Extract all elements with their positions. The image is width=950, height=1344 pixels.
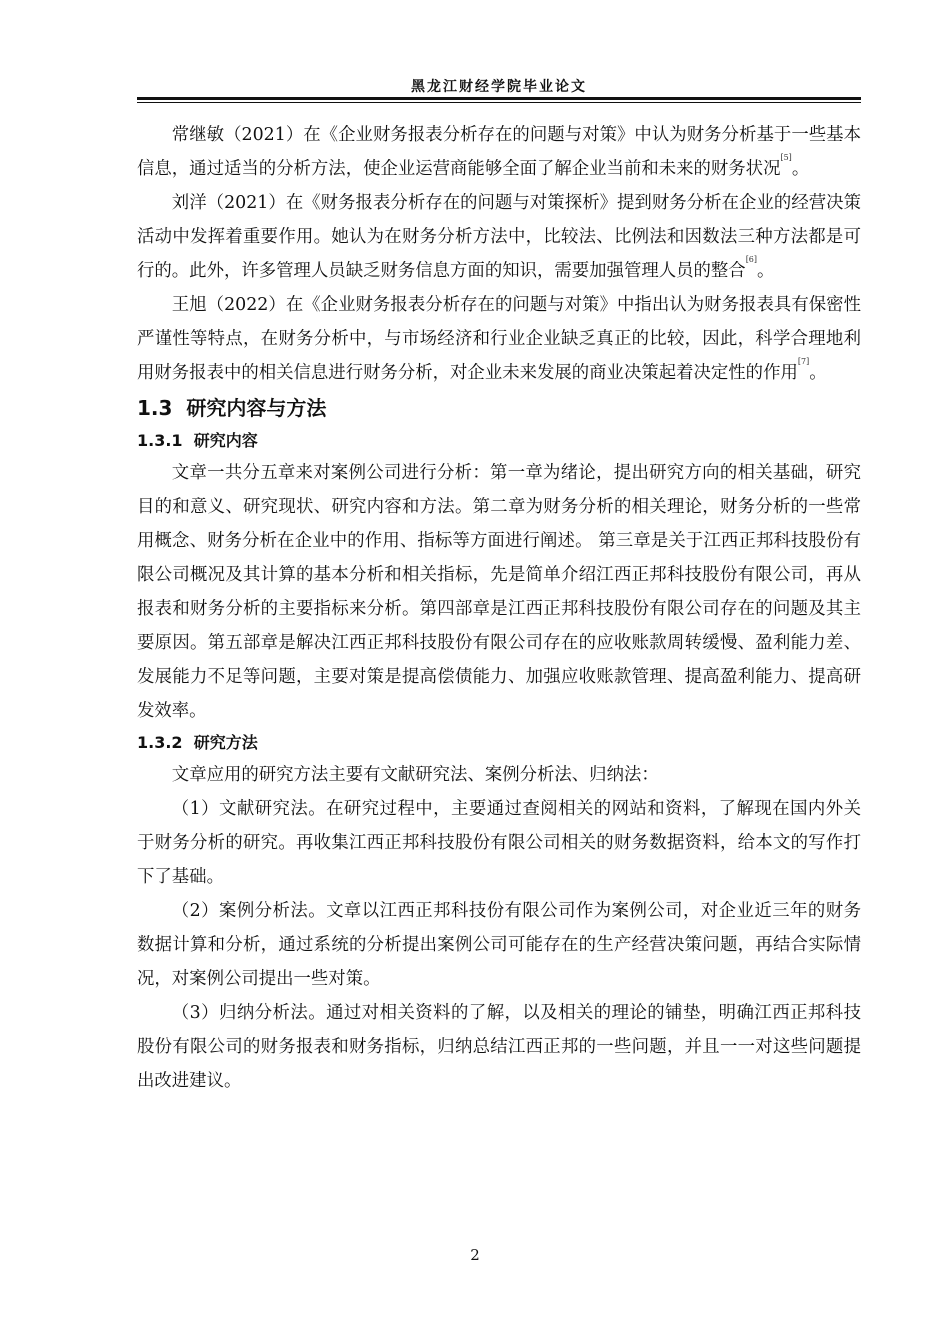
citation-ref: [5] <box>780 153 792 162</box>
paragraph-lit-review-2: 刘洋（2021）在《财务报表分析存在的问题与对策探析》提到财务分析在企业的经营决策活动中发挥着重要作用。她认为在财务分析方法中，比较法、比例法和因数法三种方法都是可行的。此外，许多管理人员缺乏财务信息方面的知识，需要加强管理人员的整合[6]。 <box>137 193 861 281</box>
paragraph-lit-review-3: 王旭（2022）在《企业财务报表分析存在的问题与对策》中指出认为财务报表具有保密性严谨性等特点，在财务分析中，与市场经济和行业企业缺乏真正的比较，因此，科学合理地利用财务报表中的相关信息进行财务分析，对企业未来发展的商业决策起着决定性的作用[7]。 <box>137 295 861 383</box>
page-number: 2 <box>470 1246 480 1264</box>
header-rule-thick <box>137 97 861 100</box>
body-content <box>137 118 861 1098</box>
citation-ref: [7] <box>797 357 810 366</box>
paragraph-method-induction: （3）归纳分析法。通过对相关资料的了解，以及相关的理论的铺垫，明确江西正邦科技股份有限公司的财务报表和财务指标，归纳总结江西正邦的一些问题，并且一一对这些问题提出改进建议。 <box>137 1003 861 1091</box>
running-header: 黑龙江财经学院毕业论文 <box>411 79 587 95</box>
paragraph-research-content: 文章一共分五章来对案例公司进行分析：第一章为绪论，提出研究方向的相关基础，研究目的和意义、研究现状、研究内容和方法。第二章为财务分析的相关理论，财务分析的一些常用概念、财务分析在企业中的作用、指标等方面进行阐述。 第三章是关于江西正邦科技股份有限公司概况及其计算的基本分析和相关指标，先是简单介绍江西正邦科技股份有限公司，再从报表和财务分析的主要指标来分析。第四部章是江西正邦科技股份有限公司存在的问题及其主要原因。第五部章是解决江西正邦科技股份有限公司存在的应收账款周转缓慢、盈利能力差、发展能力不足等问题，主要对策是提高偿债能力、加强应收账款管理、提高盈利能力、提高研发效率。 <box>137 463 861 721</box>
paragraph-methods-intro: 文章应用的研究方法主要有文献研究法、案例分析法、归纳法： <box>171 765 659 785</box>
paragraph-method-case-study: （2）案例分析法。文章以江西正邦科技份有限公司作为案例公司，对企业近三年的财务数据计算和分析，通过系统的分析提出案例公司可能存在的生产经营决策问题，再结合实际情况，对案例公司提出一些对策。 <box>137 901 861 989</box>
citation-ref: [6] <box>745 255 758 264</box>
subsection-heading-1-3-2: 1.3.2 研究方法 <box>137 733 258 752</box>
paragraph-method-literature: （1）文献研究法。在研究过程中，主要通过查阅相关的网站和资料，了解现在国内外关于财务分析的研究。再收集江西正邦科技股份有限公司相关的财务数据资料，给本文的写作打下了基础。 <box>137 799 861 887</box>
subsection-heading-1-3-1: 1.3.1 研究内容 <box>137 431 258 450</box>
section-heading-1-3: 1.3 研究内容与方法 <box>137 396 327 420</box>
header-rule-thin <box>137 102 861 103</box>
paragraph-lit-review-1: 常继敏（2021）在《企业财务报表分析存在的问题与对策》中认为财务分析基于一些基本信息，通过适当的分析方法，使企业运营商能够全面了解企业当前和未来的财务状况[5]。 <box>137 125 861 179</box>
